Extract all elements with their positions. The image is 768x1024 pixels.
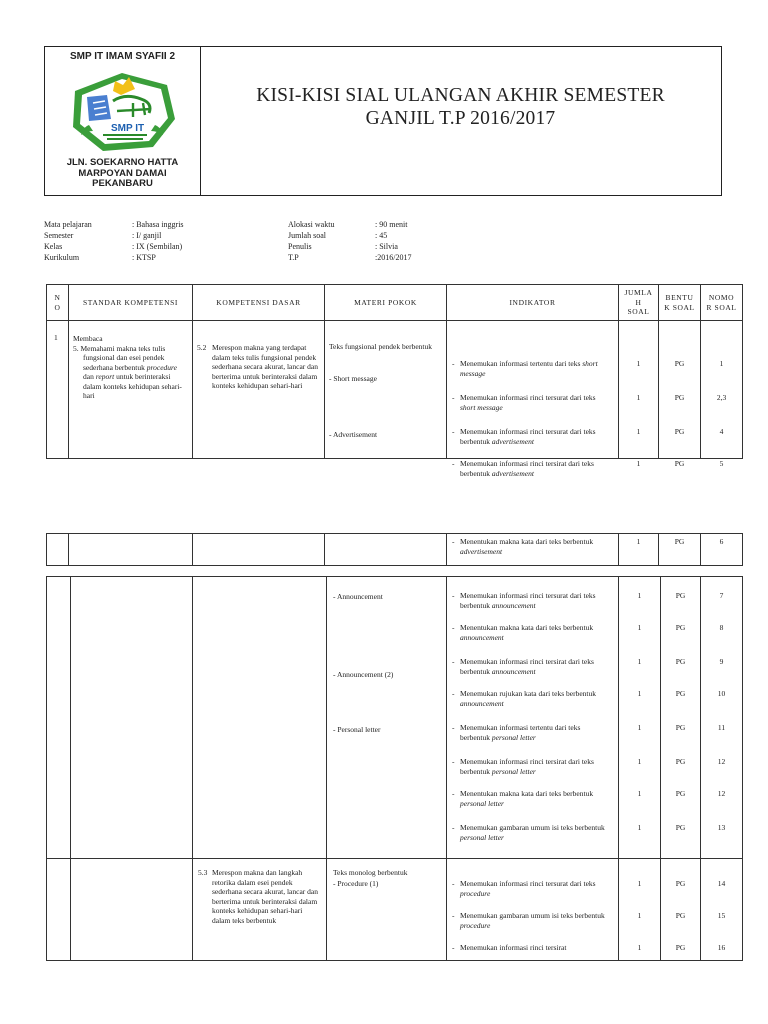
cell-standar-kompetensi xyxy=(69,534,193,566)
bentuk-value: PG xyxy=(674,459,685,468)
materi-item: - Short message xyxy=(329,374,377,383)
indikator-item: - Menemukan informasi tertentu dari teks short message xyxy=(452,359,598,378)
indikator-item: - Menemukan rujukan kata dari teks berbentuk announcement xyxy=(452,689,596,708)
address-line: JLN. SOEKARNO HATTA xyxy=(66,157,179,168)
nomor-value: 12 xyxy=(717,757,726,766)
indikator-item: - Menemukan informasi rinci tersurat dari teks procedure xyxy=(452,879,596,898)
cell-kompetensi-dasar xyxy=(193,577,327,859)
materi-item: - Personal letter xyxy=(333,725,381,734)
cell-materi-pokok xyxy=(327,577,447,859)
bentuk-value: PG xyxy=(674,427,685,436)
sk-text xyxy=(73,334,186,401)
indikator-item: - Menemukan informasi rinci tersurat dari teks short message xyxy=(452,393,596,412)
nomor-value: 14 xyxy=(717,879,726,888)
school-name: SMP IT IMAM SYAFII 2 xyxy=(69,51,176,62)
cell-jumlah xyxy=(619,859,661,961)
school-logo-icon xyxy=(63,67,181,155)
cell-no xyxy=(47,859,71,961)
jumlah-value: 1 xyxy=(637,623,642,632)
info-labels-left xyxy=(44,219,92,263)
school-address xyxy=(45,158,200,190)
cell-standar-kompetensi xyxy=(71,577,193,859)
kisi-table-3 xyxy=(46,576,743,961)
jumlah-value: 1 xyxy=(636,427,641,436)
jumlah-value: 1 xyxy=(637,911,642,920)
nomor-value: 15 xyxy=(717,911,726,920)
jumlah-value: 1 xyxy=(637,823,642,832)
nomor-value: 8 xyxy=(719,623,724,632)
info-value: : Bahasa inggris xyxy=(132,220,184,229)
kd-number: 5.3 xyxy=(198,868,208,877)
info-values-left xyxy=(132,219,184,263)
cell-indikator xyxy=(447,577,619,859)
info-labels-right xyxy=(288,219,334,263)
header-bentuk-soal: BENTU K SOAL xyxy=(659,285,701,321)
bentuk-value: PG xyxy=(675,623,686,632)
info-label: T.P xyxy=(288,253,299,262)
cell-materi-pokok xyxy=(325,534,447,566)
cell-standar-kompetensi xyxy=(69,321,193,459)
indikator-item: - Menentukan makna kata dari teks berbentuk advertisement xyxy=(452,537,594,556)
indikator-item: - Menemukan informasi tertentu dari teks berbentuk personal letter xyxy=(452,723,581,742)
kd-number: 5.2 xyxy=(197,343,207,352)
address-line: MARPOYAN DAMAI xyxy=(78,167,167,179)
header-nomor-soal: NOMO R SOAL xyxy=(701,285,743,321)
materi-intro: Teks monolog berbentuk xyxy=(333,868,408,877)
table-row xyxy=(47,534,743,566)
cell-materi-pokok xyxy=(327,859,447,961)
info-value: : 45 xyxy=(375,231,388,240)
bentuk-value: PG xyxy=(675,943,686,952)
info-label: Semester xyxy=(44,231,74,240)
jumlah-value: 1 xyxy=(637,723,642,732)
info-label: Jumlah soal xyxy=(288,231,326,240)
jumlah-value: 1 xyxy=(637,943,642,952)
cell-no xyxy=(47,577,71,859)
document-title xyxy=(200,84,721,130)
kd-text: Merespon makna yang terdapat dalam teks tulis fungsional pendek sederhana secara akurat, lancar dan berterima untuk berinteraksi dalam konteks kehidupan sehari-hari xyxy=(212,343,318,390)
header-indikator: INDIKATOR xyxy=(447,285,619,321)
header-materi-pokok: MATERI POKOK xyxy=(325,285,447,321)
header-kompetensi-dasar: KOMPETENSI DASAR xyxy=(193,285,325,321)
materi-item: - Announcement xyxy=(333,592,383,601)
jumlah-value: 1 xyxy=(636,393,641,402)
jumlah-value: 1 xyxy=(637,657,642,666)
address-line: PEKANBARU xyxy=(92,178,153,189)
cell-kompetensi-dasar xyxy=(193,859,327,961)
jumlah-value: 1 xyxy=(636,359,641,368)
indikator-item: - Menemukan informasi rinci tersirat dari teks berbentuk announcement xyxy=(452,657,594,676)
indikator-item: - Menemukan gambaran umum isi teks berbentuk personal letter xyxy=(452,823,605,842)
cell-nomor xyxy=(701,321,743,468)
materi-item: - Announcement (2) xyxy=(333,670,394,679)
info-label: Mata pelajaran xyxy=(44,220,92,229)
cell-jumlah xyxy=(619,321,659,468)
jumlah-value: 1 xyxy=(637,591,642,600)
info-label: Penulis xyxy=(288,242,312,251)
indikator-item: - Menemukan informasi rinci tersurat dari teks berbentuk advertisement xyxy=(452,427,596,446)
cell-no xyxy=(47,534,69,566)
row-number: 1 xyxy=(54,333,58,342)
info-value: : IX (Sembilan) xyxy=(132,242,183,251)
bentuk-value: PG xyxy=(675,879,686,888)
cell-bentuk xyxy=(661,577,701,859)
bentuk-value: PG xyxy=(675,757,686,766)
cell-indikator xyxy=(447,321,619,478)
nomor-value: 1 xyxy=(719,359,724,368)
jumlah-value: 1 xyxy=(636,537,641,546)
table-row xyxy=(47,321,743,459)
cell-nomor xyxy=(701,859,743,961)
jumlah-value: 1 xyxy=(637,789,642,798)
cell-standar-kompetensi xyxy=(71,859,193,961)
jumlah-value: 1 xyxy=(637,879,642,888)
materi-item: - Procedure (1) xyxy=(333,879,379,888)
bentuk-value: PG xyxy=(675,657,686,666)
table-header-row xyxy=(47,285,743,321)
cell-jumlah xyxy=(619,534,659,566)
info-value: : 90 menit xyxy=(375,220,408,229)
kd-text: Merespon makna dan langkah retorika dalam esei pendek sederhana secara akurat, lancar dan berterima untuk berinteraksi dalam konteks kehidupan sehari-hari dalam teks berbentuk xyxy=(212,868,318,925)
nomor-value: 4 xyxy=(719,427,724,436)
bentuk-value: PG xyxy=(674,359,685,368)
info-values-right xyxy=(375,219,411,263)
cell-kompetensi-dasar xyxy=(193,534,325,566)
indikator-item: - Menemukan gambaran umum isi teks berbentuk procedure xyxy=(452,911,605,930)
jumlah-value: 1 xyxy=(637,757,642,766)
cell-no xyxy=(47,321,69,459)
info-label: Kurikulum xyxy=(44,253,80,262)
document-header xyxy=(44,46,722,196)
indikator-item: - Menemukan informasi rinci tersirat xyxy=(452,943,567,952)
table-row xyxy=(47,859,743,961)
bentuk-value: PG xyxy=(675,911,686,920)
logo-text: SMP IT xyxy=(111,123,145,134)
nomor-value: 16 xyxy=(717,943,726,952)
bentuk-value: PG xyxy=(675,591,686,600)
cell-indikator xyxy=(447,534,619,566)
header-standar-kompetensi: STANDAR KOMPETENSI xyxy=(69,285,193,321)
bentuk-value: PG xyxy=(674,393,685,402)
info-value: :2016/2017 xyxy=(375,253,412,262)
cell-indikator xyxy=(447,859,619,961)
nomor-value: 5 xyxy=(719,459,724,468)
materi-intro: Teks fungsional pendek berbentuk xyxy=(329,342,432,351)
sk-heading: Membaca xyxy=(73,334,103,343)
table-row xyxy=(47,577,743,859)
nomor-value: 12 xyxy=(717,789,726,798)
nomor-value: 9 xyxy=(719,657,724,666)
header-no: N O xyxy=(47,285,69,321)
info-value: : Silvia xyxy=(375,242,398,251)
indikator-item: - Menemukan informasi rinci tersurat dari teks berbentuk announcement xyxy=(452,591,596,610)
materi-item: - Advertisement xyxy=(329,430,378,439)
bentuk-value: PG xyxy=(675,789,686,798)
nomor-value: 11 xyxy=(717,723,726,732)
nomor-value: 2,3 xyxy=(716,393,727,402)
indikator-item: - Menemukan informasi rinci tersirat dari teks berbentuk personal letter xyxy=(452,757,594,776)
title-line: GANJIL T.P 2016/2017 xyxy=(365,108,556,129)
kisi-table-1 xyxy=(46,284,743,478)
cell-kompetensi-dasar xyxy=(193,321,325,459)
cell-nomor xyxy=(701,577,743,859)
info-label: Alokasi waktu xyxy=(288,220,335,229)
bentuk-value: PG xyxy=(675,823,686,832)
info-label: Kelas xyxy=(44,242,63,251)
cell-bentuk xyxy=(659,321,701,468)
cell-materi-pokok xyxy=(325,321,447,459)
indikator-item: - Menentukan makna kata dari teks berbentuk announcement xyxy=(452,623,594,642)
nomor-value: 13 xyxy=(717,823,726,832)
info-value: : KTSP xyxy=(132,253,156,262)
jumlah-value: 1 xyxy=(636,459,641,468)
bentuk-value: PG xyxy=(674,537,685,546)
cell-jumlah xyxy=(619,577,661,859)
bentuk-value: PG xyxy=(675,689,686,698)
nomor-value: 10 xyxy=(717,689,726,698)
cell-nomor xyxy=(701,534,743,566)
jumlah-value: 1 xyxy=(637,689,642,698)
kisi-table-2 xyxy=(46,533,743,566)
title-line: KISI-KISI SIAL ULANGAN AKHIR SEMESTER xyxy=(256,85,665,106)
sk-item: 5. Memahami makna teks tulis fungsional dan esei pendek sederhana berbentuk procedure dan report untuk berinteraksi dalam konteks kehidupan sehari-hari xyxy=(73,343,182,400)
indikator-item: - Menemukan informasi rinci tersirat dari teks berbentuk advertisement xyxy=(452,459,594,478)
header-jumlah-soal: JUMLA H SOAL xyxy=(619,285,659,321)
bentuk-value: PG xyxy=(675,723,686,732)
indikator-item: - Menentukan makna kata dari teks berbentuk personal letter xyxy=(452,789,594,808)
info-value: : I/ ganjil xyxy=(132,231,162,240)
nomor-value: 7 xyxy=(719,591,724,600)
cell-bentuk xyxy=(661,859,701,961)
nomor-value: 6 xyxy=(719,537,724,546)
cell-bentuk xyxy=(659,534,701,566)
